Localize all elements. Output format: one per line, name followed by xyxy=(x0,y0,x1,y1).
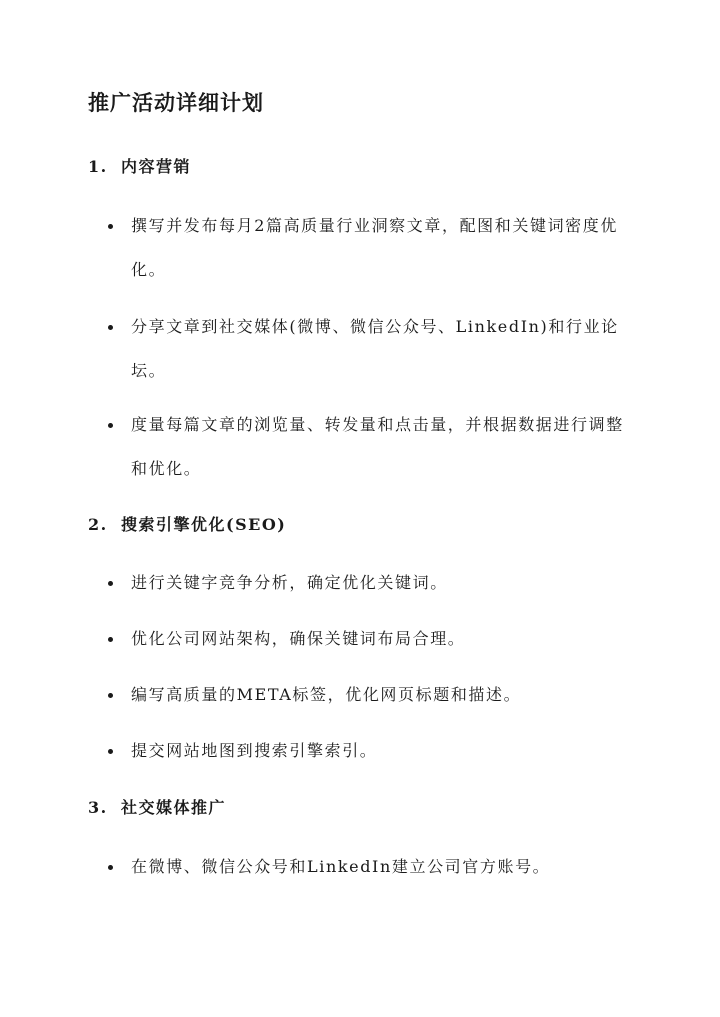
list-item xyxy=(108,617,638,661)
document-title: 推广活动详细计划 xyxy=(88,90,264,115)
list-item-text: 撰写并发布每月2篇高质量行业洞察文章，配图和关键词密度优化。 xyxy=(131,216,618,279)
list-item-text: 度量每篇文章的浏览量、转发量和点击量，并根据数据进行调整和优化。 xyxy=(131,415,624,478)
list-item-text: 编写高质量的META标签，优化网页标题和描述。 xyxy=(131,685,522,704)
section-number: 2. xyxy=(88,515,108,534)
list-item xyxy=(108,561,638,605)
list-item-text: 提交网站地图到搜索引擎索引。 xyxy=(131,741,378,760)
list-item xyxy=(108,729,638,773)
section-title: 社交媒体推广 xyxy=(121,798,227,817)
section-heading-social-media xyxy=(88,795,226,821)
list-item xyxy=(108,305,638,393)
list-item xyxy=(108,673,638,717)
bullet-icon xyxy=(108,224,113,229)
section-title: 内容营销 xyxy=(121,157,192,176)
bullet-icon xyxy=(108,693,113,698)
bullet-icon xyxy=(108,325,113,330)
bullet-icon xyxy=(108,581,113,586)
section-title: 搜索引擎优化(SEO) xyxy=(121,515,287,534)
section-number: 1. xyxy=(88,157,108,176)
bullet-icon xyxy=(108,637,113,642)
list-item xyxy=(108,403,638,491)
bullet-icon xyxy=(108,749,113,754)
list-item xyxy=(108,845,638,889)
bullet-icon xyxy=(108,865,113,870)
list-item-text: 优化公司网站架构，确保关键词布局合理。 xyxy=(131,629,466,648)
section-number: 3. xyxy=(88,798,108,817)
list-item-text: 在微博、微信公众号和LinkedIn建立公司官方账号。 xyxy=(131,857,551,876)
section-heading-content-marketing xyxy=(88,154,191,180)
list-item-text: 进行关键字竞争分析，确定优化关键词。 xyxy=(131,573,448,592)
section-heading-seo xyxy=(88,512,286,538)
bullet-icon xyxy=(108,423,113,428)
list-item xyxy=(108,204,638,292)
list-item-text: 分享文章到社交媒体(微博、微信公众号、LinkedIn)和行业论坛。 xyxy=(131,317,619,380)
